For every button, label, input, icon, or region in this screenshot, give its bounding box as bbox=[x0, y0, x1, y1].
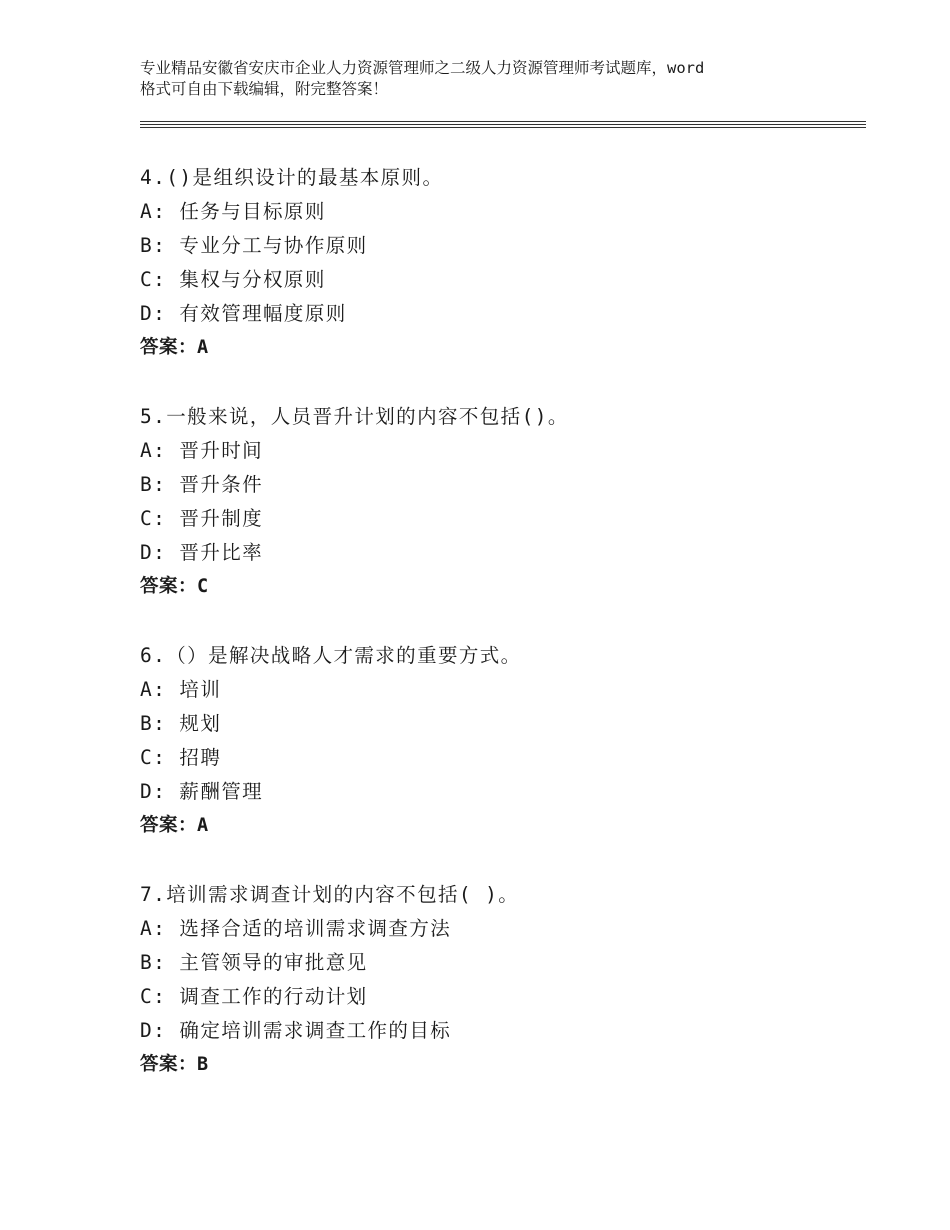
question-block-7 bbox=[140, 878, 860, 1082]
answer-value: B bbox=[197, 1054, 209, 1075]
question-block-5 bbox=[140, 400, 860, 604]
option-a: A: 晋升时间 bbox=[140, 439, 264, 462]
answer-line bbox=[140, 570, 860, 604]
option-c: C: 集权与分权原则 bbox=[140, 268, 326, 291]
question-block-6 bbox=[140, 639, 860, 843]
answer-label: 答案： bbox=[140, 1054, 198, 1075]
option-c: C: 调查工作的行动计划 bbox=[140, 985, 368, 1008]
option-a: A: 选择合适的培训需求调查方法 bbox=[140, 917, 452, 940]
option-d: D: 薪酬管理 bbox=[140, 780, 264, 803]
option-b: B: 主管领导的审批意见 bbox=[140, 951, 368, 974]
option-b: B: 规划 bbox=[140, 712, 222, 735]
header-title-line-2: 格式可自由下载编辑，附完整答案！ bbox=[140, 80, 389, 98]
answer-label: 答案： bbox=[140, 815, 198, 836]
answer-label: 答案： bbox=[140, 576, 198, 597]
question-stem: 5.一般来说，人员晋升计划的内容不包括()。 bbox=[140, 405, 569, 428]
header-divider bbox=[140, 124, 866, 125]
option-c: C: 招聘 bbox=[140, 746, 222, 769]
question-stem: 7.培训需求调查计划的内容不包括( )。 bbox=[140, 883, 520, 906]
option-a: A: 任务与目标原则 bbox=[140, 200, 326, 223]
answer-line bbox=[140, 809, 860, 843]
header-divider bbox=[140, 127, 866, 128]
option-a: A: 培训 bbox=[140, 678, 222, 701]
option-b: B: 专业分工与协作原则 bbox=[140, 234, 368, 257]
answer-value: A bbox=[197, 815, 209, 836]
answer-line bbox=[140, 1048, 860, 1082]
question-stem: 6.（）是解决战略人才需求的重要方式。 bbox=[140, 644, 522, 667]
question-stem: 4.()是组织设计的最基本原则。 bbox=[140, 166, 444, 189]
answer-value: C bbox=[197, 576, 209, 597]
option-d: D: 确定培训需求调查工作的目标 bbox=[140, 1019, 452, 1042]
document-header bbox=[140, 58, 830, 100]
answer-line bbox=[140, 331, 860, 365]
question-block-4 bbox=[140, 161, 860, 365]
answer-label: 答案： bbox=[140, 337, 198, 358]
header-divider bbox=[140, 121, 866, 122]
option-b: B: 晋升条件 bbox=[140, 473, 264, 496]
header-title-line-1: 专业精品安徽省安庆市企业人力资源管理师之二级人力资源管理师考试题库，word bbox=[140, 59, 705, 77]
option-d: D: 晋升比率 bbox=[140, 541, 264, 564]
answer-value: A bbox=[197, 337, 209, 358]
option-c: C: 晋升制度 bbox=[140, 507, 264, 530]
option-d: D: 有效管理幅度原则 bbox=[140, 302, 347, 325]
